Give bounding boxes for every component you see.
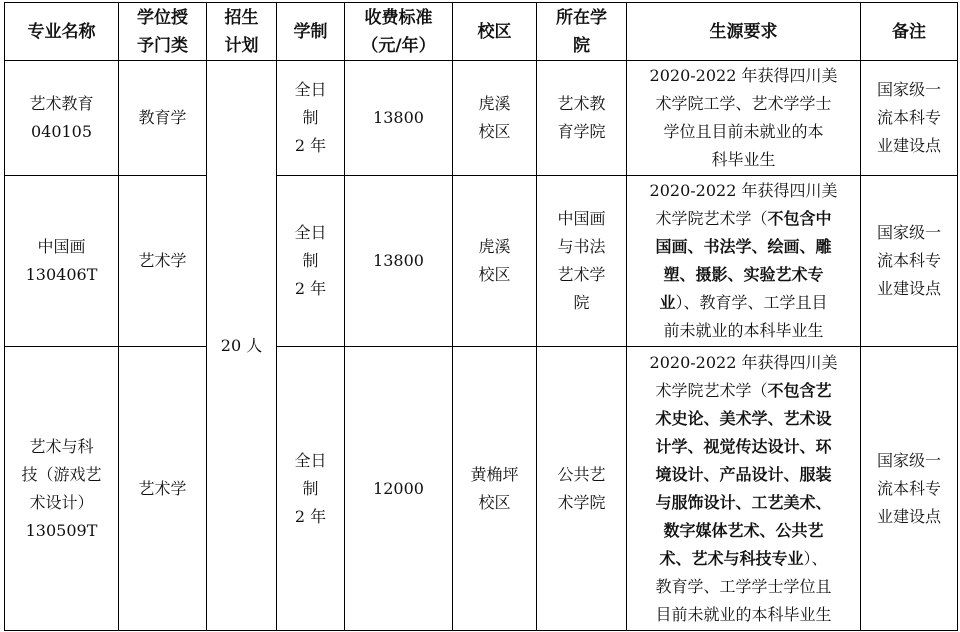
requirement-text: 前未就业的本科毕业生 bbox=[663, 321, 824, 340]
requirement-text: 塑、摄影、实验艺术专 bbox=[663, 265, 824, 284]
requirement-line bbox=[631, 146, 856, 174]
requirement-text: 业 bbox=[659, 293, 676, 312]
header-degree-category: 学位授 予门类 bbox=[119, 3, 207, 61]
table-row bbox=[5, 61, 958, 176]
college-cell: 公共艺 术学院 bbox=[537, 347, 627, 631]
header-major: 专业名称 bbox=[5, 3, 119, 61]
requirement-text: 术学院艺术学（ bbox=[655, 380, 768, 400]
requirement-text: 术史论、美术学、艺术设 bbox=[655, 408, 832, 428]
requirement-text: 教育学、工学学士学位且 bbox=[655, 576, 832, 596]
requirement-text: 2020-2022 年获得四川美 bbox=[649, 352, 838, 372]
requirement-text: 与服饰设计、工艺美术、 bbox=[655, 492, 832, 512]
requirement-line bbox=[631, 261, 856, 289]
requirement-text: 科毕业生 bbox=[711, 150, 776, 169]
header-college: 所在学 院 bbox=[537, 3, 627, 61]
requirement-line bbox=[631, 349, 856, 377]
campus-cell: 虎溪 校区 bbox=[453, 176, 537, 347]
requirement-line bbox=[631, 601, 856, 629]
requirement-line bbox=[631, 405, 856, 433]
requirement-line bbox=[631, 489, 856, 517]
requirement-text: 目前未就业的本科毕业生 bbox=[655, 604, 832, 624]
requirement-line bbox=[631, 517, 856, 545]
requirement-text: ）、 bbox=[803, 548, 828, 568]
requirement-line bbox=[631, 377, 856, 405]
header-remarks: 备注 bbox=[861, 3, 958, 61]
requirement-text: 术学院艺术学（ bbox=[655, 209, 768, 228]
fee-cell: 12000 bbox=[345, 347, 453, 631]
remarks-cell: 国家级一 流本科专 业建设点 bbox=[861, 176, 958, 347]
duration-cell: 全日 制 2 年 bbox=[277, 176, 345, 347]
degree-category-cell: 艺术学 bbox=[119, 176, 207, 347]
header-quota: 招生 计划 bbox=[207, 3, 277, 61]
requirement-text: 计学、视觉传达设计、环 bbox=[655, 436, 832, 456]
header-campus: 校区 bbox=[453, 3, 537, 61]
major-cell: 中国画 130406T bbox=[5, 176, 119, 347]
table-row bbox=[5, 347, 958, 631]
header-fee: 收费标准 （元/年） bbox=[345, 3, 453, 61]
degree-category-cell: 艺术学 bbox=[119, 347, 207, 631]
header-duration: 学制 bbox=[277, 3, 345, 61]
requirement-text: 学位且目前未就业的本 bbox=[663, 122, 824, 141]
college-cell: 中国画 与书法 艺术学 院 bbox=[537, 176, 627, 347]
campus-cell: 虎溪 校区 bbox=[453, 61, 537, 176]
campus-cell: 黄桷坪 校区 bbox=[453, 347, 537, 631]
requirement-text: ）、教育学、工学且目 bbox=[675, 293, 828, 312]
remarks-cell: 国家级一 流本科专 业建设点 bbox=[861, 61, 958, 176]
requirement-line bbox=[631, 118, 856, 146]
requirement-line bbox=[631, 177, 856, 205]
major-cell: 艺术教育 040105 bbox=[5, 61, 119, 176]
requirements-cell bbox=[627, 347, 861, 631]
quota-cell: 20 人 bbox=[207, 61, 277, 631]
requirement-text: 2020-2022 年获得四川美 bbox=[649, 66, 838, 85]
admissions-table bbox=[4, 2, 958, 631]
requirement-text: 数字媒体艺术、公共艺 bbox=[663, 520, 824, 540]
requirement-text: 术、艺术与科技专业 bbox=[659, 548, 804, 568]
degree-category-cell: 教育学 bbox=[119, 61, 207, 176]
header-row bbox=[5, 3, 958, 61]
requirement-line bbox=[631, 205, 856, 233]
requirement-line bbox=[631, 90, 856, 118]
requirement-text: 不包含艺 bbox=[767, 380, 832, 400]
table-row bbox=[5, 176, 958, 347]
remarks-cell: 国家级一 流本科专 业建设点 bbox=[861, 347, 958, 631]
college-cell: 艺术教 育学院 bbox=[537, 61, 627, 176]
requirements-cell bbox=[627, 176, 861, 347]
duration-cell: 全日 制 2 年 bbox=[277, 347, 345, 631]
duration-cell: 全日 制 2 年 bbox=[277, 61, 345, 176]
requirement-line bbox=[631, 317, 856, 345]
requirement-text: 术学院工学、艺术学学士 bbox=[655, 94, 832, 113]
major-cell: 艺术与科 技（游戏艺 术设计） 130509T bbox=[5, 347, 119, 631]
requirement-line bbox=[631, 545, 856, 573]
requirement-text: 2020-2022 年获得四川美 bbox=[649, 181, 838, 200]
fee-cell: 13800 bbox=[345, 61, 453, 176]
requirement-line bbox=[631, 62, 856, 90]
requirement-text: 境设计、产品设计、服装 bbox=[655, 464, 832, 484]
header-requirements: 生源要求 bbox=[627, 3, 861, 61]
fee-cell: 13800 bbox=[345, 176, 453, 347]
requirement-text: 国画、书法学、绘画、雕 bbox=[655, 237, 832, 256]
requirement-text: 不包含中 bbox=[767, 209, 832, 228]
requirement-line bbox=[631, 233, 856, 261]
requirement-line bbox=[631, 433, 856, 461]
requirement-line bbox=[631, 289, 856, 317]
requirements-cell bbox=[627, 61, 861, 176]
requirement-line bbox=[631, 573, 856, 601]
requirement-line bbox=[631, 461, 856, 489]
